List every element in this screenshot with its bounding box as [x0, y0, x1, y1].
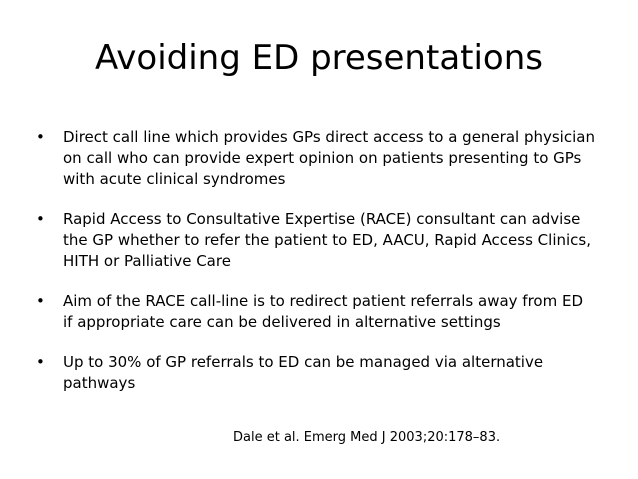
- bullet-text: Direct call line which provides GPs direct access to a general physician on call who can provide expert opinion on patients presenting to GPs with acute clinical syndromes: [63, 128, 595, 188]
- bullet-list: [36, 127, 596, 413]
- bullet-item: [36, 352, 596, 394]
- bullet-item: [36, 291, 596, 333]
- bullet-text: Up to 30% of GP referrals to ED can be managed via alternative pathways: [63, 353, 544, 392]
- bullet-text: Rapid Access to Consultative Expertise (RACE) consultant can advise the GP whether to refer the patient to ED, AACU, Rapid Access Clinics, HITH or Palliative Care: [63, 210, 591, 270]
- bullet-text: Aim of the RACE call-line is to redirect patient referrals away from ED if appropriate care can be delivered in alternative settings: [63, 292, 584, 331]
- bullet-item: [36, 127, 596, 190]
- bullet-dot-icon: •: [36, 353, 45, 371]
- bullet-dot-icon: •: [36, 128, 45, 146]
- bullet-dot-icon: •: [36, 210, 45, 228]
- bullet-item: [36, 209, 596, 272]
- slide-title: Avoiding ED presentations: [95, 38, 543, 78]
- citation: Dale et al. Emerg Med J 2003;20:178–83.: [233, 430, 501, 445]
- bullet-dot-icon: •: [36, 292, 45, 310]
